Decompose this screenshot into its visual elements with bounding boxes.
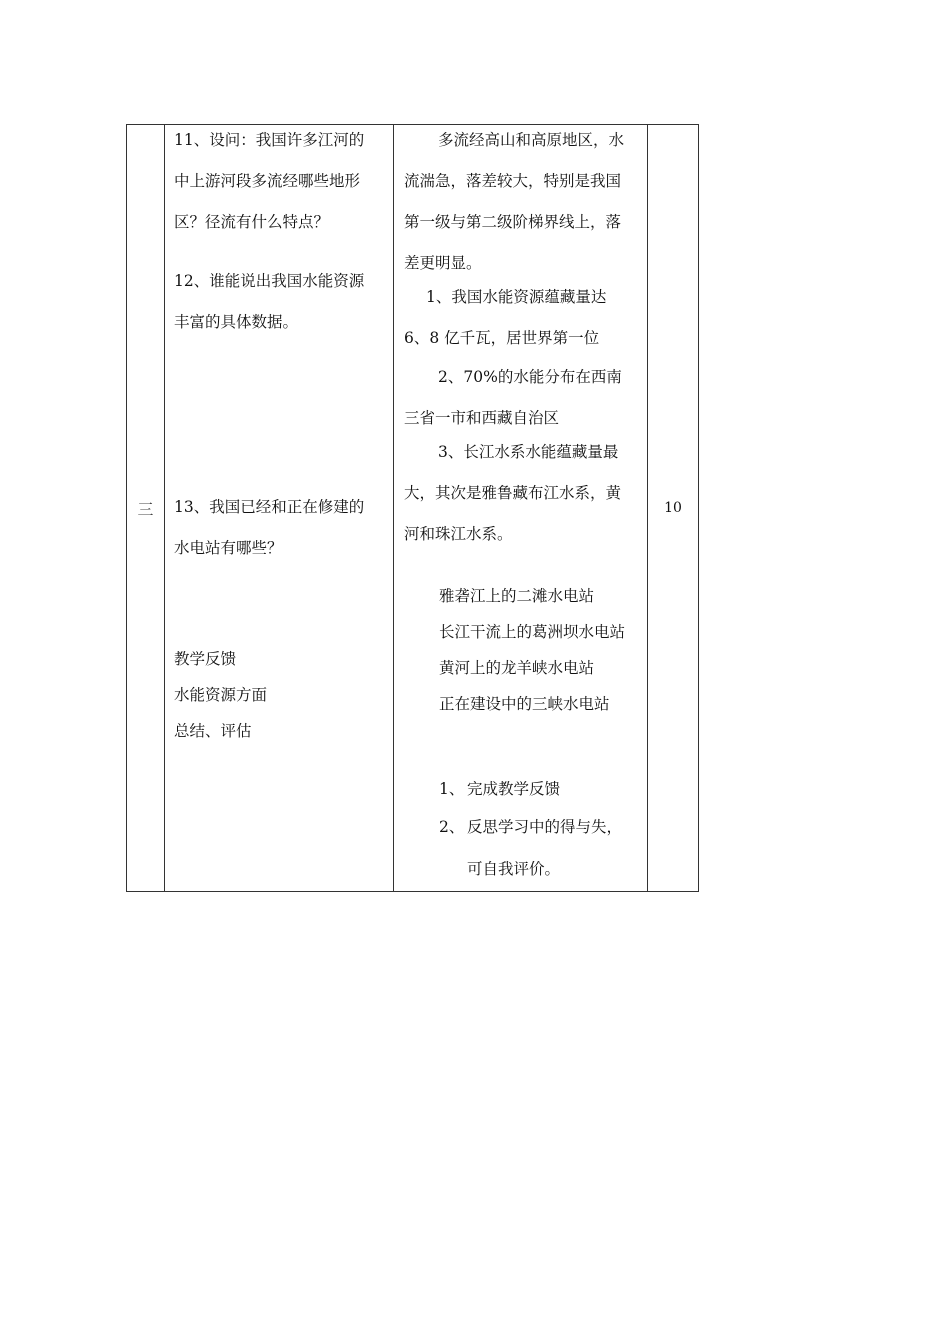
- answer-line: 多流经高山和高原地区，水: [438, 131, 625, 149]
- question-11: [174, 120, 388, 243]
- question-line: 区？径流有什么特点？: [174, 213, 330, 231]
- station-item: 正在建设中的三峡水电站: [439, 695, 610, 713]
- column-divider: [164, 125, 165, 891]
- lesson-table: [126, 124, 699, 892]
- question-12: [174, 261, 388, 343]
- summary-block: [174, 641, 388, 749]
- section-number: 三: [137, 499, 154, 519]
- answer-line: 三省一市和西藏自治区: [404, 409, 560, 427]
- answer-line: 1、我国水能资源蕴藏量达: [426, 288, 607, 306]
- answer-data-1: [404, 277, 639, 359]
- summary-line: 水能资源方面: [174, 686, 268, 704]
- feedback-item: [439, 849, 649, 887]
- answer-line: 河和珠江水系。: [404, 525, 513, 543]
- answer-line: 3、长江水系水能蕴藏量最: [438, 443, 619, 461]
- answer-data-2: [404, 357, 639, 439]
- answer-line: 第一级与第二级阶梯界线上，落: [404, 213, 622, 231]
- feedback-text: 完成教学反馈: [467, 780, 561, 798]
- station-item: 长江干流上的葛洲坝水电站: [439, 623, 626, 641]
- question-line: 11、设问：我国许多江河的: [174, 131, 365, 149]
- answer-data-3: [404, 432, 639, 555]
- feedback-text: 反思学习中的得与失，: [467, 818, 623, 836]
- feedback-list: [439, 773, 649, 887]
- feedback-text: 可自我评价。: [467, 860, 561, 878]
- question-line: 12、谁能说出我国水能资源: [174, 272, 365, 290]
- summary-line: 教学反馈: [174, 650, 237, 668]
- station-item: 雅砻江上的二滩水电站: [439, 587, 595, 605]
- station-list: [439, 578, 625, 722]
- question-line: 水电站有哪些？: [174, 539, 283, 557]
- feedback-item: [439, 811, 649, 849]
- feedback-number: 2、: [439, 818, 465, 836]
- feedback-number: [439, 849, 467, 887]
- question-line: 丰富的具体数据。: [174, 313, 299, 331]
- answer-line: 流湍急，落差较大，特别是我国: [404, 172, 622, 190]
- answer-terrain: [404, 120, 639, 284]
- column-divider: [393, 125, 394, 891]
- answer-line: 差更明显。: [404, 254, 482, 272]
- question-13: [174, 487, 388, 569]
- feedback-item: [439, 773, 649, 811]
- question-line: 中上游河段多流经哪些地形: [174, 172, 361, 190]
- station-item: 黄河上的龙羊峡水电站: [439, 659, 595, 677]
- question-line: 13、我国已经和正在修建的: [174, 498, 365, 516]
- summary-line: 总结、评估: [174, 722, 252, 740]
- answer-line: 6、8 亿千瓦，居世界第一位: [404, 329, 600, 347]
- feedback-number: 1、: [439, 780, 465, 798]
- answer-line: 大，其次是雅鲁藏布江水系，黄: [404, 484, 622, 502]
- answer-line: 2、70%的水能分布在西南: [438, 368, 622, 386]
- time-minutes: 10: [664, 500, 682, 516]
